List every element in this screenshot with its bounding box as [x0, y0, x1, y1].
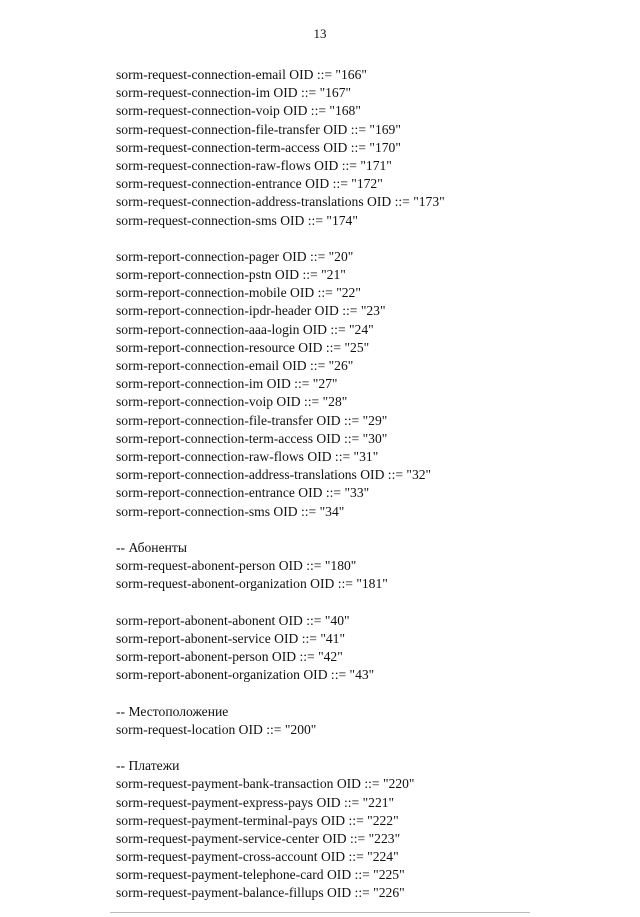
code-line: sorm-report-connection-term-access OID ::= "30" — [116, 430, 388, 446]
code-line: sorm-report-connection-address-translations OID ::= "32" — [116, 467, 432, 483]
code-line: sorm-report-connection-aaa-login OID ::= "24" — [116, 321, 374, 337]
code-line: sorm-request-location OID ::= "200" — [116, 721, 317, 737]
blank-line — [116, 521, 616, 539]
code-line: sorm-request-connection-sms OID ::= "174" — [116, 212, 358, 228]
code-line: sorm-request-connection-entrance OID ::= "172" — [116, 176, 383, 192]
section-abonents-report — [116, 612, 616, 685]
blank-line — [116, 684, 616, 702]
section-report-connection — [116, 248, 616, 521]
code-line: sorm-request-payment-telephone-card OID ::= "225" — [116, 867, 405, 883]
code-line: sorm-request-connection-email OID ::= "166" — [116, 67, 367, 82]
code-line: sorm-report-connection-voip OID ::= "28" — [116, 394, 348, 410]
code-line: sorm-report-abonent-abonent OID ::= "40" — [116, 612, 350, 628]
code-line: sorm-report-connection-entrance OID ::= "33" — [116, 485, 370, 501]
code-line: sorm-request-connection-term-access OID ::= "170" — [116, 139, 401, 155]
code-line: sorm-report-connection-ipdr-header OID ::= "23" — [116, 303, 386, 319]
code-line: sorm-report-connection-mobile OID ::= "22" — [116, 285, 361, 301]
section-comment: -- Местоположение — [116, 703, 229, 719]
code-line: sorm-request-payment-balance-fillups OID ::= "226" — [116, 885, 405, 901]
code-line: sorm-report-connection-sms OID ::= "34" — [116, 503, 345, 519]
code-line: sorm-request-connection-raw-flows OID ::= "171" — [116, 157, 392, 173]
section-request-connection — [116, 66, 616, 230]
code-line: sorm-request-connection-voip OID ::= "168" — [116, 103, 361, 119]
code-line: sorm-report-connection-resource OID ::= "25" — [116, 339, 370, 355]
code-line: sorm-report-connection-im OID ::= "27" — [116, 376, 338, 392]
section-location — [116, 703, 616, 739]
code-line: sorm-request-connection-file-transfer OID ::= "169" — [116, 121, 401, 137]
code-line: sorm-request-abonent-organization OID ::= "181" — [116, 576, 388, 592]
section-comment: -- Платежи — [116, 758, 180, 774]
section-abonents-request — [116, 539, 616, 594]
code-line: sorm-report-connection-email OID ::= "26" — [116, 358, 354, 373]
document-body — [116, 66, 616, 903]
code-line: sorm-report-connection-pstn OID ::= "21" — [116, 267, 346, 283]
scan-bottom-edge — [110, 912, 530, 913]
code-line: sorm-request-payment-bank-transaction OID ::= "220" — [116, 776, 415, 792]
code-line: sorm-request-payment-cross-account OID ::= "224" — [116, 849, 399, 865]
code-line: sorm-report-connection-raw-flows OID ::= "31" — [116, 448, 379, 464]
code-line: sorm-request-payment-express-pays OID ::= "221" — [116, 794, 395, 810]
code-line: sorm-request-abonent-person OID ::= "180" — [116, 558, 357, 574]
code-line: sorm-request-connection-address-translations OID ::= "173" — [116, 194, 445, 210]
section-comment: -- Абоненты — [116, 539, 187, 555]
code-line: sorm-request-connection-im OID ::= "167" — [116, 85, 352, 101]
code-line: sorm-report-abonent-service OID ::= "41" — [116, 630, 346, 646]
code-line: sorm-request-payment-service-center OID ::= "223" — [116, 830, 401, 846]
code-line: sorm-request-payment-terminal-pays OID ::= "222" — [116, 812, 399, 828]
section-payments — [116, 757, 616, 903]
page-number: 13 — [313, 26, 327, 41]
blank-line — [116, 593, 616, 611]
code-line: sorm-report-abonent-person OID ::= "42" — [116, 649, 343, 664]
blank-line — [116, 230, 616, 248]
code-line: sorm-report-abonent-organization OID ::= "43" — [116, 667, 375, 683]
code-line: sorm-report-connection-file-transfer OID ::= "29" — [116, 412, 388, 428]
blank-line — [116, 739, 616, 757]
code-line: sorm-report-connection-pager OID ::= "20" — [116, 248, 354, 264]
